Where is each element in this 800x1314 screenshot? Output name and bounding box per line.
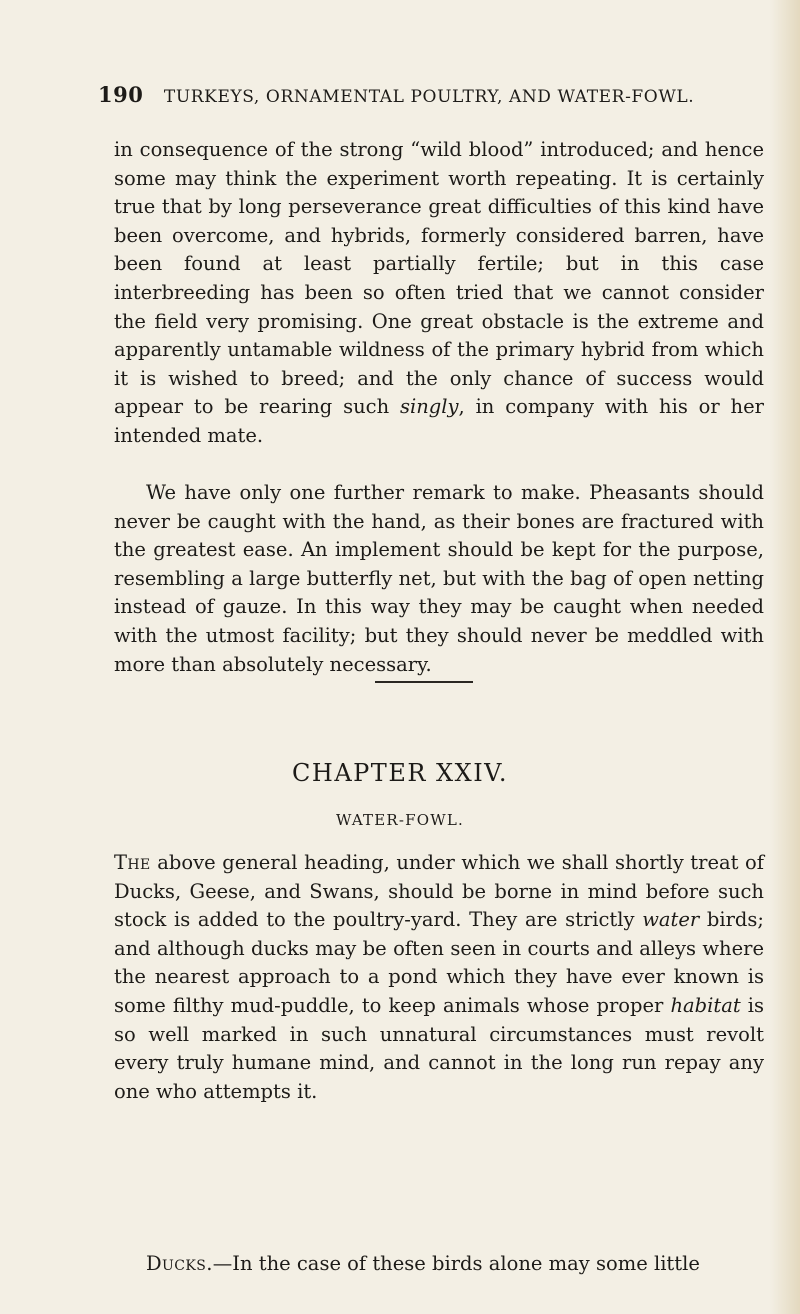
paragraph-4-text: —In the case of these birds alone may some little xyxy=(212,1252,700,1275)
running-header xyxy=(98,82,694,107)
paragraph-1 xyxy=(114,136,764,451)
chapter-title: CHAPTER XXIV. xyxy=(292,759,508,787)
page-edge-shadow xyxy=(770,0,800,1314)
paragraph-3 xyxy=(114,849,764,1106)
paragraph-3-emphasis-habitat: habitat xyxy=(670,993,741,1017)
paragraph-4 xyxy=(114,1250,764,1279)
paragraph-1-emphasis: singly xyxy=(399,395,459,419)
paragraph-3-emphasis-water: water xyxy=(642,908,700,932)
paragraph-2 xyxy=(114,479,764,679)
paragraph-3-text-c: is so well marked in such unnatural circumstances must revolt every truly humane mind, and cannot in the long run repay any one who attempts it. xyxy=(114,993,764,1103)
paragraph-3-text-a: above general heading, under which we shall shortly treat of Ducks, Geese, and Swans, should be borne in mind before such stock is added to the poultry-yard. They are strictly xyxy=(114,851,764,932)
running-title: TURKEYS, ORNAMENTAL POULTRY, AND WATER-FOWL. xyxy=(163,87,695,107)
page-number: 190 xyxy=(98,82,144,107)
chapter-subtitle: WATER-FOWL. xyxy=(335,811,465,829)
paragraph-1-text-a: in consequence of the strong “wild blood” introduced; and hence some may think the experiment worth repeating. It is certainly true that by long perseverance great difficulties of this kind have been overcome, and hybrids, formerly considered barren, have been found at least partially fertile; but in this case interbreeding has been so often tried that we cannot consider the field very promising. One great obstacle is the extreme and apparently untamable wildness of the primary hybrid from which it is wished to breed; and the only chance of success would appear to be rearing such xyxy=(114,138,764,419)
paragraph-4-lead: Ducks. xyxy=(146,1252,213,1275)
paragraph-3-text-b: birds; and although ducks may be often seen in courts and alleys where the nearest approach to a pond which they have ever known is some filthy mud-puddle, to keep animals whose proper xyxy=(114,908,764,1017)
paragraph-3-lead: The xyxy=(114,851,151,874)
section-divider xyxy=(375,681,473,683)
paragraph-1-text-b: , in company with his or her intended mate. xyxy=(114,395,764,447)
paragraph-2-text: We have only one further remark to make. Pheasants should never be caught with the hand, as their bones are fractured with the greatest ease. An implement should be kept for the purpose, resembling a large butterfly net, but with the bag of open netting instead of gauze. In this way they may be caught when needed with the utmost facility; but they should never be meddled with more than absolutely necessary. xyxy=(114,481,764,676)
